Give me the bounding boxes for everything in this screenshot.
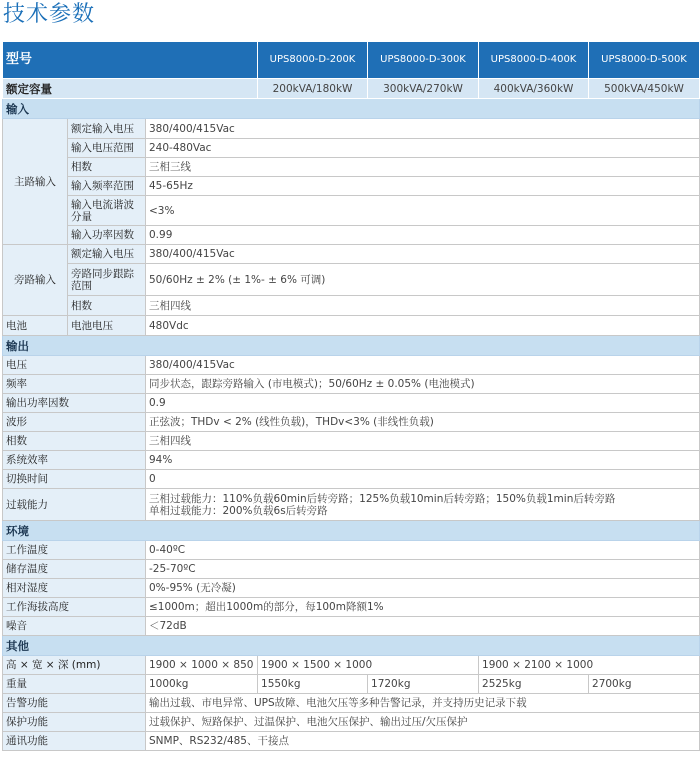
row-label: 工作海拔高度	[3, 598, 146, 617]
table-row	[3, 226, 700, 245]
row-value: 0-40ºC	[146, 541, 700, 560]
row-label: 额定输入电压	[68, 119, 146, 139]
row-value: 0%-95% (无冷凝)	[146, 579, 700, 598]
table-row	[3, 432, 700, 451]
table-row	[3, 394, 700, 413]
row-value: 480Vdc	[146, 316, 700, 336]
table-row	[3, 196, 700, 226]
row-label: 系统效率	[3, 451, 146, 470]
table-row	[3, 245, 700, 264]
model-cell: UPS8000-D-500K	[589, 42, 700, 79]
group-bypass-input: 旁路输入	[3, 245, 68, 316]
table-row	[3, 264, 700, 296]
section-title: 输出	[3, 336, 700, 356]
row-value: 输出过载、市电异常、UPS故障、电池欠压等多种告警记录，并支持历史记录下载	[146, 694, 700, 713]
weight-cell: 2700kg	[589, 675, 700, 694]
table-row	[3, 413, 700, 432]
row-label: 通讯功能	[3, 732, 146, 751]
capacity-cell: 300kVA/270kW	[368, 79, 479, 99]
row-value: <3%	[146, 196, 700, 226]
row-value: SNMP、RS232/485、干接点	[146, 732, 700, 751]
table-row	[3, 732, 700, 751]
section-input	[3, 99, 700, 119]
capacity-cell: 400kVA/360kW	[479, 79, 589, 99]
row-label: 相数	[68, 296, 146, 316]
section-environment	[3, 521, 700, 541]
row-value: 380/400/415Vac	[146, 245, 700, 264]
row-label: 旁路同步跟踪范围	[68, 264, 146, 296]
row-value: 正弦波；THDv < 2% (线性负载)，THDv<3% (非线性负载)	[146, 413, 700, 432]
table-row	[3, 675, 700, 694]
capacity-cell: 200kVA/180kW	[258, 79, 368, 99]
row-label: 噪音	[3, 617, 146, 636]
table-row	[3, 139, 700, 158]
group-main-input: 主路输入	[3, 119, 68, 245]
row-label: 额定输入电压	[68, 245, 146, 264]
table-row	[3, 656, 700, 675]
row-label: 高 × 宽 × 深 (mm)	[3, 656, 146, 675]
section-title: 环境	[3, 521, 700, 541]
table-row	[3, 451, 700, 470]
row-value: 0.99	[146, 226, 700, 245]
weight-cell: 1720kg	[368, 675, 479, 694]
row-label: 过载能力	[3, 489, 146, 521]
row-label: 输入电流谐波分量	[68, 196, 146, 226]
table-row	[3, 579, 700, 598]
table-row	[3, 713, 700, 732]
table-row	[3, 560, 700, 579]
row-value: 同步状态，跟踪旁路输入 (市电模式)；50/60Hz ± 0.05% (电池模式)	[146, 375, 700, 394]
row-label: 输入电压范围	[68, 139, 146, 158]
table-row	[3, 598, 700, 617]
table-row	[3, 489, 700, 521]
section-title: 输入	[3, 99, 700, 119]
row-label: 储存温度	[3, 560, 146, 579]
page-title: 技术参数	[3, 2, 96, 27]
model-cell: UPS8000-D-400K	[479, 42, 589, 79]
row-label: 相数	[3, 432, 146, 451]
overload-value	[146, 489, 700, 521]
row-value: 三相三线	[146, 158, 700, 177]
row-label: 波形	[3, 413, 146, 432]
row-label: 重量	[3, 675, 146, 694]
capacity-label: 额定容量	[3, 79, 258, 99]
table-row	[3, 177, 700, 196]
row-value: 0.9	[146, 394, 700, 413]
row-value: 45-65Hz	[146, 177, 700, 196]
row-value: ＜72dB	[146, 617, 700, 636]
model-label: 型号	[3, 42, 258, 79]
model-cell: UPS8000-D-200K	[258, 42, 368, 79]
table-row	[3, 158, 700, 177]
row-label: 告警功能	[3, 694, 146, 713]
row-label: 相对湿度	[3, 579, 146, 598]
table-row	[3, 617, 700, 636]
row-label: 电池电压	[68, 316, 146, 336]
row-value: 380/400/415Vac	[146, 356, 700, 375]
row-value: 三相四线	[146, 296, 700, 316]
overload-line: 单相过载能力：200%负载6s后转旁路	[149, 504, 328, 517]
row-value: -25-70ºC	[146, 560, 700, 579]
row-value: 240-480Vac	[146, 139, 700, 158]
table-row	[3, 470, 700, 489]
spec-table	[2, 41, 700, 751]
section-other	[3, 636, 700, 656]
weight-cell: 1550kg	[258, 675, 368, 694]
section-output	[3, 336, 700, 356]
row-value: 94%	[146, 451, 700, 470]
dims-cell: 1900 × 1000 × 850	[146, 656, 258, 675]
row-value: ≤1000m；超出1000m的部分，每100m降额1%	[146, 598, 700, 617]
row-label: 输入频率范围	[68, 177, 146, 196]
capacity-cell: 500kVA/450kW	[589, 79, 700, 99]
dims-cell: 1900 × 1500 × 1000	[258, 656, 479, 675]
group-battery: 电池	[3, 316, 68, 336]
table-row	[3, 296, 700, 316]
dims-cell: 1900 × 2100 × 1000	[479, 656, 700, 675]
row-label: 频率	[3, 375, 146, 394]
row-label: 保护功能	[3, 713, 146, 732]
table-row	[3, 694, 700, 713]
row-value: 50/60Hz ± 2% (± 1%- ± 6% 可调)	[146, 264, 700, 296]
row-label: 输入功率因数	[68, 226, 146, 245]
row-label: 切换时间	[3, 470, 146, 489]
row-label: 电压	[3, 356, 146, 375]
row-label: 工作温度	[3, 541, 146, 560]
section-title: 其他	[3, 636, 700, 656]
row-label: 相数	[68, 158, 146, 177]
table-row	[3, 119, 700, 139]
model-cell: UPS8000-D-300K	[368, 42, 479, 79]
row-value: 380/400/415Vac	[146, 119, 700, 139]
table-row	[3, 541, 700, 560]
row-value: 过载保护、短路保护、过温保护、电池欠压保护、输出过压/欠压保护	[146, 713, 700, 732]
overload-line: 三相过载能力：110%负载60min后转旁路；125%负载10min后转旁路；150%负载1min后转旁路	[149, 492, 616, 505]
table-row	[3, 375, 700, 394]
row-value: 0	[146, 470, 700, 489]
weight-cell: 2525kg	[479, 675, 589, 694]
row-label: 输出功率因数	[3, 394, 146, 413]
row-value: 三相四线	[146, 432, 700, 451]
model-row	[3, 42, 700, 79]
weight-cell: 1000kg	[146, 675, 258, 694]
table-row	[3, 316, 700, 336]
table-row	[3, 356, 700, 375]
capacity-row	[3, 79, 700, 99]
